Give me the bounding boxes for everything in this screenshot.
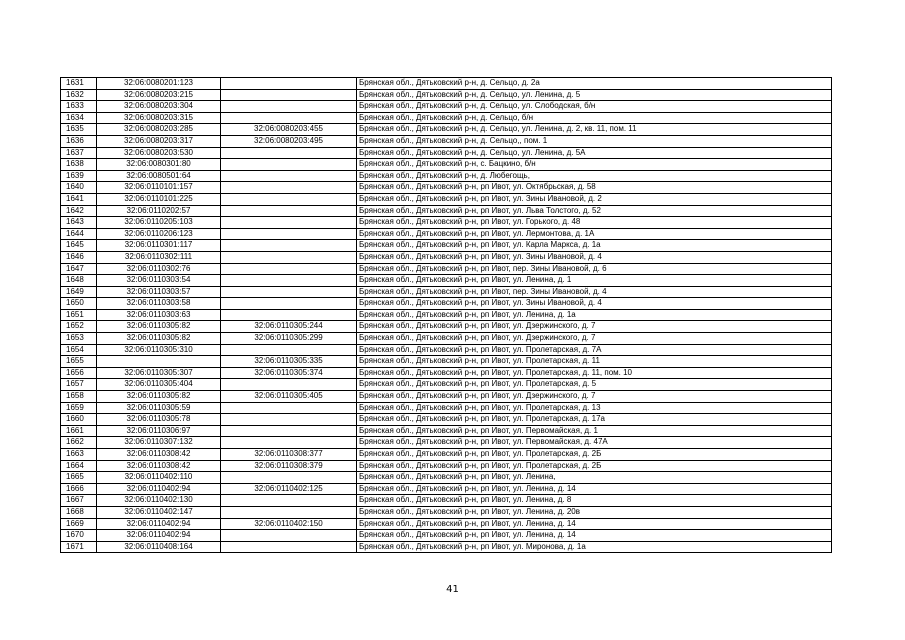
table-row <box>61 89 832 101</box>
address-cell: Брянская обл., Дятьковский р-н, рп Ивот, ул. Пролетарская, д. 5 <box>357 379 832 391</box>
cadastral-number-cell: 32:06:0110303:58 <box>97 298 221 310</box>
cadastral-number-cell: 32:06:0080203:304 <box>97 101 221 113</box>
address-cell: Брянская обл., Дятьковский р-н, рп Ивот, ул. Октябрьская, д. 58 <box>357 182 832 194</box>
table-row <box>61 159 832 171</box>
row-number-cell: 1651 <box>61 309 97 321</box>
object-cadastral-number-cell <box>221 541 357 553</box>
address-cell: Брянская обл., Дятьковский р-н, рп Ивот, ул. Первомайская, д. 47А <box>357 437 832 449</box>
row-number-cell: 1659 <box>61 402 97 414</box>
row-number-cell: 1643 <box>61 217 97 229</box>
address-cell: Брянская обл., Дятьковский р-н, рп Ивот, ул. Ленина, д. 8 <box>357 495 832 507</box>
cadastral-number-cell: 32:06:0110402:130 <box>97 495 221 507</box>
object-cadastral-number-cell <box>221 159 357 171</box>
cadastral-number-cell: 32:06:0110303:54 <box>97 275 221 287</box>
table-row <box>61 472 832 484</box>
object-cadastral-number-cell <box>221 425 357 437</box>
object-cadastral-number-cell <box>221 101 357 113</box>
table-row <box>61 205 832 217</box>
object-cadastral-number-cell: 32:06:0080203:495 <box>221 135 357 147</box>
table-row <box>61 182 832 194</box>
row-number-cell: 1669 <box>61 518 97 530</box>
row-number-cell: 1653 <box>61 333 97 345</box>
table-row <box>61 298 832 310</box>
cadastral-number-cell: 32:06:0110302:76 <box>97 263 221 275</box>
object-cadastral-number-cell <box>221 402 357 414</box>
cadastral-number-cell: 32:06:0110402:94 <box>97 518 221 530</box>
table-row <box>61 147 832 159</box>
address-cell: Брянская обл., Дятьковский р-н, рп Ивот, ул. Пролетарская, д. 2Б <box>357 449 832 461</box>
table-row <box>61 483 832 495</box>
table-row <box>61 460 832 472</box>
address-cell: Брянская обл., Дятьковский р-н, рп Ивот, ул. Первомайская, д. 1 <box>357 425 832 437</box>
table-row <box>61 367 832 379</box>
address-cell: Брянская обл., Дятьковский р-н, рп Ивот, пер. Зины Ивановой, д. 4 <box>357 286 832 298</box>
cadastral-number-cell: 32:06:0110305:82 <box>97 321 221 333</box>
row-number-cell: 1638 <box>61 159 97 171</box>
table-row <box>61 275 832 287</box>
object-cadastral-number-cell: 32:06:0110308:377 <box>221 449 357 461</box>
row-number-cell: 1648 <box>61 275 97 287</box>
row-number-cell: 1647 <box>61 263 97 275</box>
object-cadastral-number-cell: 32:06:0080203:455 <box>221 124 357 136</box>
cadastral-number-cell: 32:06:0080203:215 <box>97 89 221 101</box>
object-cadastral-number-cell <box>221 309 357 321</box>
table-row <box>61 112 832 124</box>
row-number-cell: 1645 <box>61 240 97 252</box>
address-cell: Брянская обл., Дятьковский р-н, д. Сельцо, ул. Слободская, б/н <box>357 101 832 113</box>
address-cell: Брянская обл., Дятьковский р-н, д. Сельцо, ул. Ленина, д. 2, кв. 11, пом. 11 <box>357 124 832 136</box>
object-cadastral-number-cell: 32:06:0110305:374 <box>221 367 357 379</box>
row-number-cell: 1634 <box>61 112 97 124</box>
cadastral-number-cell: 32:06:0110303:57 <box>97 286 221 298</box>
cadastral-number-cell: 32:06:0110308:42 <box>97 449 221 461</box>
row-number-cell: 1633 <box>61 101 97 113</box>
address-cell: Брянская обл., Дятьковский р-н, рп Ивот, ул. Ленина, д. 14 <box>357 483 832 495</box>
address-cell: Брянская обл., Дятьковский р-н, рп Ивот, ул. Пролетарская, д. 11 <box>357 356 832 368</box>
object-cadastral-number-cell: 32:06:0110402:150 <box>221 518 357 530</box>
address-cell: Брянская обл., Дятьковский р-н, рп Ивот, ул. Пролетарская, д. 2Б <box>357 460 832 472</box>
table-row <box>61 193 832 205</box>
object-cadastral-number-cell <box>221 182 357 194</box>
address-cell: Брянская обл., Дятьковский р-н, д. Сельцо, б/н <box>357 112 832 124</box>
object-cadastral-number-cell <box>221 275 357 287</box>
cadastral-number-cell: 32:06:0110302:111 <box>97 251 221 263</box>
address-cell: Брянская обл., Дятьковский р-н, рп Ивот, ул. Зины Ивановой, д. 4 <box>357 251 832 263</box>
row-number-cell: 1642 <box>61 205 97 217</box>
address-cell: Брянская обл., Дятьковский р-н, рп Ивот, ул. Карла Маркса, д. 1а <box>357 240 832 252</box>
address-cell: Брянская обл., Дятьковский р-н, рп Ивот, ул. Ленина, д. 1 <box>357 275 832 287</box>
cadastral-number-cell: 32:06:0110402:94 <box>97 483 221 495</box>
object-cadastral-number-cell <box>221 263 357 275</box>
object-cadastral-number-cell <box>221 379 357 391</box>
table-row <box>61 217 832 229</box>
table-row <box>61 402 832 414</box>
address-cell: Брянская обл., Дятьковский р-н, рп Ивот, ул. Пролетарская, д. 11, пом. 10 <box>357 367 832 379</box>
address-cell: Брянская обл., Дятьковский р-н, рп Ивот, ул. Зины Ивановой, д. 4 <box>357 298 832 310</box>
object-cadastral-number-cell: 32:06:0110308:379 <box>221 460 357 472</box>
cadastral-number-cell: 32:06:0080201:123 <box>97 78 221 90</box>
cadastral-number-cell: 32:06:0110206:123 <box>97 228 221 240</box>
cadastral-number-cell: 32:06:0110205:103 <box>97 217 221 229</box>
row-number-cell: 1664 <box>61 460 97 472</box>
object-cadastral-number-cell <box>221 414 357 426</box>
table-row <box>61 379 832 391</box>
cadastral-number-cell: 32:06:0080301:80 <box>97 159 221 171</box>
cadastral-number-cell: 32:06:0110308:42 <box>97 460 221 472</box>
page-number: 41 <box>446 584 459 595</box>
row-number-cell: 1668 <box>61 506 97 518</box>
object-cadastral-number-cell <box>221 147 357 159</box>
table-row <box>61 101 832 113</box>
cadastral-number-cell: 32:06:0110402:94 <box>97 530 221 542</box>
table-row <box>61 518 832 530</box>
object-cadastral-number-cell: 32:06:0110402:125 <box>221 483 357 495</box>
row-number-cell: 1658 <box>61 391 97 403</box>
row-number-cell: 1649 <box>61 286 97 298</box>
table-row <box>61 251 832 263</box>
cadastral-number-cell: 32:06:0110305:82 <box>97 391 221 403</box>
table-row <box>61 437 832 449</box>
row-number-cell: 1671 <box>61 541 97 553</box>
row-number-cell: 1632 <box>61 89 97 101</box>
table-row <box>61 530 832 542</box>
row-number-cell: 1665 <box>61 472 97 484</box>
object-cadastral-number-cell <box>221 217 357 229</box>
row-number-cell: 1656 <box>61 367 97 379</box>
address-cell: Брянская обл., Дятьковский р-н, рп Ивот, ул. Пролетарская, д. 13 <box>357 402 832 414</box>
cadastral-number-cell: 32:06:0110306:97 <box>97 425 221 437</box>
row-number-cell: 1636 <box>61 135 97 147</box>
table-row <box>61 425 832 437</box>
cadastral-number-cell: 32:06:0110305:82 <box>97 333 221 345</box>
table-row <box>61 506 832 518</box>
table-row <box>61 240 832 252</box>
address-cell: Брянская обл., Дятьковский р-н, рп Ивот, ул. Дзержинского, д. 7 <box>357 391 832 403</box>
object-cadastral-number-cell <box>221 228 357 240</box>
cadastral-number-cell: 32:06:0110305:310 <box>97 344 221 356</box>
object-cadastral-number-cell <box>221 530 357 542</box>
cadastral-number-cell: 32:06:0110303:63 <box>97 309 221 321</box>
row-number-cell: 1655 <box>61 356 97 368</box>
row-number-cell: 1640 <box>61 182 97 194</box>
object-cadastral-number-cell <box>221 170 357 182</box>
row-number-cell: 1639 <box>61 170 97 182</box>
row-number-cell: 1641 <box>61 193 97 205</box>
table-row <box>61 124 832 136</box>
table-row <box>61 391 832 403</box>
row-number-cell: 1635 <box>61 124 97 136</box>
row-number-cell: 1644 <box>61 228 97 240</box>
cadastral-number-cell: 32:06:0110305:78 <box>97 414 221 426</box>
object-cadastral-number-cell <box>221 205 357 217</box>
row-number-cell: 1670 <box>61 530 97 542</box>
table-row <box>61 135 832 147</box>
cadastral-number-cell: 32:06:0080203:285 <box>97 124 221 136</box>
address-cell: Брянская обл., Дятьковский р-н, рп Ивот, ул. Ленина, д. 14 <box>357 530 832 542</box>
row-number-cell: 1650 <box>61 298 97 310</box>
cadastral-number-cell: 32:06:0110305:307 <box>97 367 221 379</box>
table-row <box>61 495 832 507</box>
object-cadastral-number-cell <box>221 472 357 484</box>
table-row <box>61 263 832 275</box>
address-cell: Брянская обл., Дятьковский р-н, д. Сельцо, ул. Ленина, д. 5 <box>357 89 832 101</box>
address-cell: Брянская обл., Дятьковский р-н, с. Бацкино, б/н <box>357 159 832 171</box>
address-cell: Брянская обл., Дятьковский р-н, рп Ивот, ул. Дзержинского, д. 7 <box>357 333 832 345</box>
table-row <box>61 449 832 461</box>
address-cell: Брянская обл., Дятьковский р-н, рп Ивот, ул. Ленина, <box>357 472 832 484</box>
cadastral-number-cell: 32:06:0110305:404 <box>97 379 221 391</box>
table-row <box>61 333 832 345</box>
row-number-cell: 1662 <box>61 437 97 449</box>
address-cell: Брянская обл., Дятьковский р-н, рп Ивот, ул. Пролетарская, д. 7А <box>357 344 832 356</box>
table-row <box>61 414 832 426</box>
object-cadastral-number-cell <box>221 240 357 252</box>
address-cell: Брянская обл., Дятьковский р-н, рп Ивот, ул. Пролетарская, д. 17а <box>357 414 832 426</box>
table-row <box>61 228 832 240</box>
table-row <box>61 309 832 321</box>
object-cadastral-number-cell: 32:06:0110305:244 <box>221 321 357 333</box>
cadastral-number-cell: 32:06:0110305:59 <box>97 402 221 414</box>
cadastral-number-cell: 32:06:0110408:164 <box>97 541 221 553</box>
address-cell: Брянская обл., Дятьковский р-н, рп Ивот, ул. Льва Толстого, д. 52 <box>357 205 832 217</box>
table-row <box>61 321 832 333</box>
cadastral-number-cell: 32:06:0080203:315 <box>97 112 221 124</box>
object-cadastral-number-cell <box>221 298 357 310</box>
cadastral-number-cell: 32:06:0110307:132 <box>97 437 221 449</box>
table-row <box>61 356 832 368</box>
cadastral-number-cell: 32:06:0110101:157 <box>97 182 221 194</box>
row-number-cell: 1660 <box>61 414 97 426</box>
object-cadastral-number-cell: 32:06:0110305:405 <box>221 391 357 403</box>
cadastral-number-cell: 32:06:0080501:64 <box>97 170 221 182</box>
object-cadastral-number-cell <box>221 112 357 124</box>
address-cell: Брянская обл., Дятьковский р-н, д. Сельцо, д. 2а <box>357 78 832 90</box>
address-cell: Брянская обл., Дятьковский р-н, рп Ивот, ул. Лермонтова, д. 1А <box>357 228 832 240</box>
table-row <box>61 286 832 298</box>
table-row <box>61 78 832 90</box>
object-cadastral-number-cell <box>221 506 357 518</box>
row-number-cell: 1646 <box>61 251 97 263</box>
row-number-cell: 1661 <box>61 425 97 437</box>
address-cell: Брянская обл., Дятьковский р-н, рп Ивот, ул. Дзержинского, д. 7 <box>357 321 832 333</box>
address-cell: Брянская обл., Дятьковский р-н, д. Сельцо, ул. Ленина, д. 5А <box>357 147 832 159</box>
address-cell: Брянская обл., Дятьковский р-н, рп Ивот, ул. Ленина, д. 1а <box>357 309 832 321</box>
row-number-cell: 1637 <box>61 147 97 159</box>
object-cadastral-number-cell <box>221 78 357 90</box>
cadastral-number-cell: 32:06:0110402:110 <box>97 472 221 484</box>
table-row <box>61 170 832 182</box>
object-cadastral-number-cell: 32:06:0110305:335 <box>221 356 357 368</box>
cadastral-number-cell: 32:06:0110101:225 <box>97 193 221 205</box>
object-cadastral-number-cell <box>221 193 357 205</box>
object-cadastral-number-cell <box>221 495 357 507</box>
address-cell: Брянская обл., Дятьковский р-н, рп Ивот, ул. Ленина, д. 20в <box>357 506 832 518</box>
address-cell: Брянская обл., Дятьковский р-н, д. Любегощь, <box>357 170 832 182</box>
row-number-cell: 1667 <box>61 495 97 507</box>
object-cadastral-number-cell: 32:06:0110305:299 <box>221 333 357 345</box>
object-cadastral-number-cell <box>221 251 357 263</box>
object-cadastral-number-cell <box>221 286 357 298</box>
object-cadastral-number-cell <box>221 344 357 356</box>
cadastral-number-cell <box>97 356 221 368</box>
address-cell: Брянская обл., Дятьковский р-н, рп Ивот, ул. Ленина, д. 14 <box>357 518 832 530</box>
row-number-cell: 1654 <box>61 344 97 356</box>
row-number-cell: 1631 <box>61 78 97 90</box>
cadastral-number-cell: 32:06:0080203:317 <box>97 135 221 147</box>
cadastral-number-cell: 32:06:0110301:117 <box>97 240 221 252</box>
address-cell: Брянская обл., Дятьковский р-н, рп Ивот, ул. Зины Ивановой, д. 2 <box>357 193 832 205</box>
table-row <box>61 541 832 553</box>
object-cadastral-number-cell <box>221 89 357 101</box>
address-cell: Брянская обл., Дятьковский р-н, рп Ивот, пер. Зины Ивановой, д. 6 <box>357 263 832 275</box>
cadastral-number-cell: 32:06:0080203:530 <box>97 147 221 159</box>
table-row <box>61 344 832 356</box>
row-number-cell: 1657 <box>61 379 97 391</box>
address-cell: Брянская обл., Дятьковский р-н, рп Ивот, ул. Миронова, д. 1а <box>357 541 832 553</box>
row-number-cell: 1666 <box>61 483 97 495</box>
cadastral-number-cell: 32:06:0110202:57 <box>97 205 221 217</box>
registry-table-body <box>61 78 832 553</box>
object-cadastral-number-cell <box>221 437 357 449</box>
row-number-cell: 1663 <box>61 449 97 461</box>
cadastral-number-cell: 32:06:0110402:147 <box>97 506 221 518</box>
row-number-cell: 1652 <box>61 321 97 333</box>
address-cell: Брянская обл., Дятьковский р-н, д. Сельцо,, пом. 1 <box>357 135 832 147</box>
registry-table <box>60 77 832 553</box>
address-cell: Брянская обл., Дятьковский р-н, рп Ивот, ул. Горького, д. 48 <box>357 217 832 229</box>
